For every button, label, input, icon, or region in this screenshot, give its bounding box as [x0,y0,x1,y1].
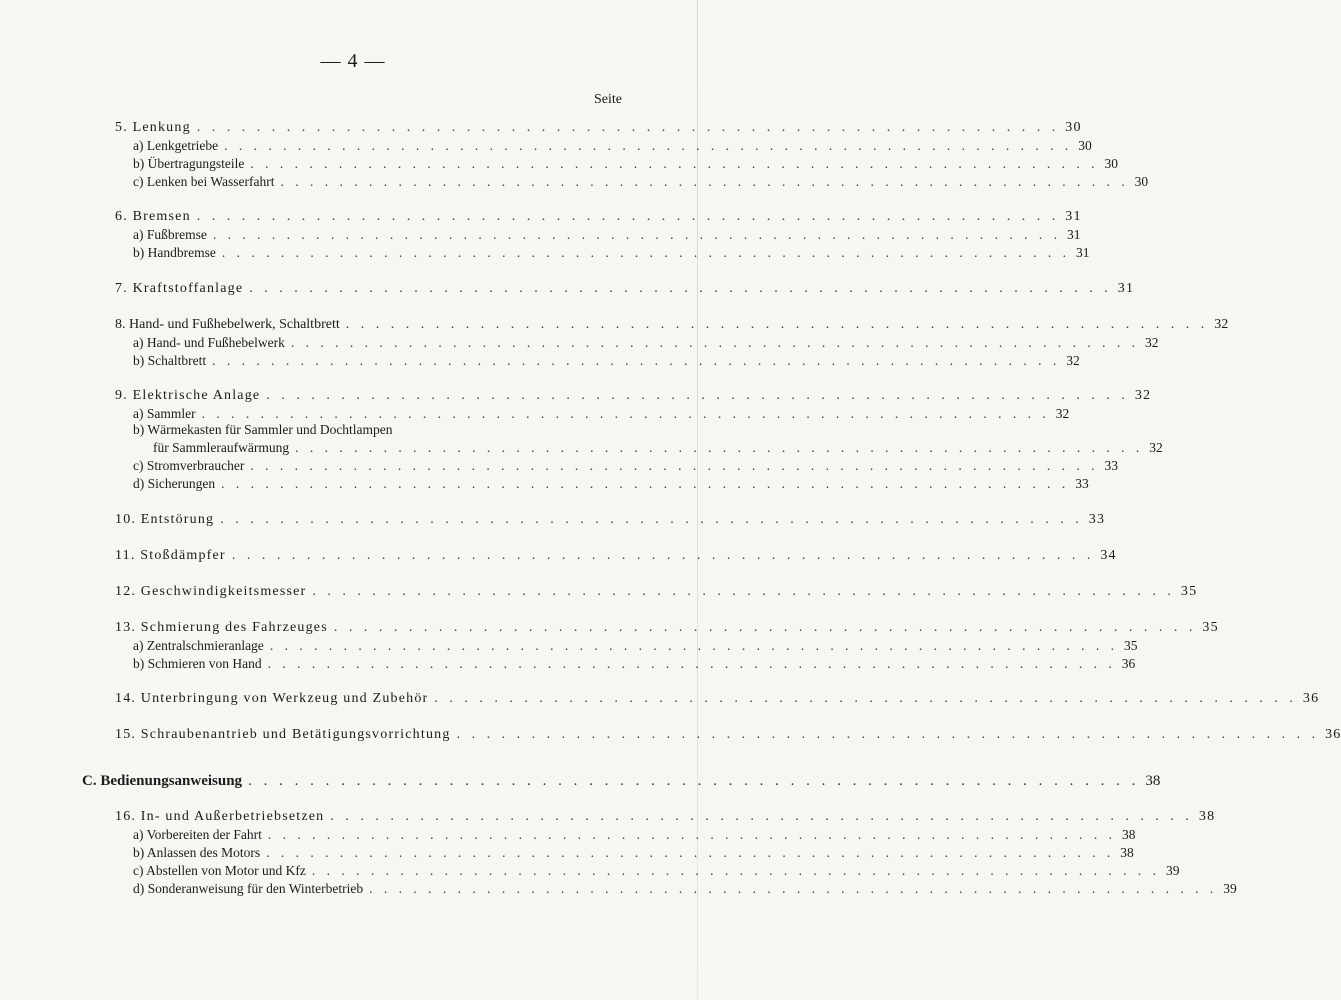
entry-title: 15. Schraubenantrieb und Betätigungsvorrichtung [115,727,451,742]
entry-title: C. Bedienungsanweisung [82,773,243,789]
entry-page: 32 [1149,440,1163,455]
entry-title: a) Lenkgetriebe [133,138,219,153]
page-column-label: Seite [594,92,622,107]
toc-entry-stossdaempfer[interactable] [115,546,1117,566]
toc-subentry-waermekasten[interactable]: b) Wärmekasten für Sammler und Dochtlampen [133,422,393,437]
entry-title: 9. Elektrische Anlage [115,388,261,403]
entry-page: 33 [1104,458,1118,473]
entry-title: b) Übertragungsteile [133,156,245,171]
leader-dots: . . . . . . . . . . . . . . . . . . . . . . . . . . . . . . . . . . . . . . . . . . . . . . . . . . . . . . . . . . [221,476,1070,491]
toc-entry-schraubenantrieb[interactable] [115,725,1341,745]
toc-entry-betriebsetzen[interactable] [115,807,1216,827]
entry-title: b) Anlassen des Motors [133,845,261,860]
entry-title: 10. Entstörung [115,512,215,527]
entry-page: 32 [1055,406,1070,421]
entry-title: 14. Unterbringung von Werkzeug und Zubehör [115,691,429,706]
leader-dots: . . . . . . . . . . . . . . . . . . . . . . . . . . . . . . . . . . . . . . . . . . . . . . . . . . . . . . . . . . [267,656,1116,671]
toc-subentry-abstellen[interactable] [133,861,1180,881]
entry-page: 36 [1325,727,1341,742]
leader-dots: . . . . . . . . . . . . . . . . . . . . . . . . . . . . . . . . . . . . . . . . . . . . . . . . . . . . . . . . . . [333,620,1197,635]
entry-title: 16. In- und Außerbetriebsetzen [115,809,325,824]
entry-title: 12. Geschwindigkeitsmesser [115,584,307,599]
leader-dots: . . . . . . . . . . . . . . . . . . . . . . . . . . . . . . . . . . . . . . . . . . . . . . . . . . . . . . . . . . [196,120,1060,135]
entry-title: 13. Schmierung des Fahrzeuges [115,620,328,635]
leader-dots: . . . . . . . . . . . . . . . . . . . . . . . . . . . . . . . . . . . . . . . . . . . . . . . . . . . . . . . . . . [248,773,1140,789]
leader-dots: . . . . . . . . . . . . . . . . . . . . . . . . . . . . . . . . . . . . . . . . . . . . . . . . . . . . . . . . . . [250,458,1099,473]
entry-page: 33 [1088,512,1106,527]
entry-page: 39 [1165,863,1180,878]
entry-title: c) Abstellen von Motor und Kfz [133,863,306,878]
toc-entry-geschwindigkeitsmesser[interactable] [115,582,1198,602]
leader-dots: . . . . . . . . . . . . . . . . . . . . . . . . . . . . . . . . . . . . . . . . . . . . . . . . . . . . . . . . . . [456,727,1320,742]
entry-page: 34 [1100,548,1117,563]
leader-dots: . . . . . . . . . . . . . . . . . . . . . . . . . . . . . . . . . . . . . . . . . . . . . . . . . . . . . . . . . . [267,827,1116,842]
leader-dots: . . . . . . . . . . . . . . . . . . . . . . . . . . . . . . . . . . . . . . . . . . . . . . . . . . . . . . . . . . [345,317,1209,332]
entry-title: d) Sonderanweisung für den Winterbetrieb [133,881,364,896]
entry-page: 35 [1123,638,1138,653]
toc-subentry-hand-fusshebelwerk[interactable] [133,333,1159,353]
leader-dots: . . . . . . . . . . . . . . . . . . . . . . . . . . . . . . . . . . . . . . . . . . . . . . . . . . . . . . . . . . [231,548,1095,563]
entry-title: 5. Lenkung [115,120,191,135]
leader-dots: . . . . . . . . . . . . . . . . . . . . . . . . . . . . . . . . . . . . . . . . . . . . . . . . . . . . . . . . . . [196,209,1060,224]
entry-title: a) Hand- und Fußhebelwerk [133,335,285,350]
toc-subentry-schmieren-von-hand[interactable] [133,654,1136,674]
entry-title: 11. Stoßdämpfer [115,548,226,563]
entry-page: 30 [1104,156,1118,171]
entry-title: für Sammleraufwärmung [153,440,290,455]
toc-entry-entstoerung[interactable] [115,510,1106,530]
toc-subentry-schaltbrett[interactable] [133,351,1080,371]
entry-page: 32 [1214,317,1229,332]
leader-dots: . . . . . . . . . . . . . . . . . . . . . . . . . . . . . . . . . . . . . . . . . . . . . . . . . . . . . . . . . . [312,584,1175,599]
leader-dots: . . . . . . . . . . . . . . . . . . . . . . . . . . . . . . . . . . . . . . . . . . . . . . . . . . . . . . . . . . [221,245,1070,260]
entry-page: 30 [1065,120,1082,135]
toc-entry-werkzeug-zubehoer[interactable] [115,689,1320,709]
toc-subentry-winterbetrieb[interactable] [133,879,1237,899]
entry-page: 35 [1180,584,1198,599]
toc-subentry-zentralschmieranlage[interactable] [133,636,1138,656]
leader-dots: . . . . . . . . . . . . . . . . . . . . . . . . . . . . . . . . . . . . . . . . . . . . . . . . . . . . . . . . . . [311,863,1160,878]
entry-title: 8. Hand- und Fußhebelwerk, Schaltbrett [115,317,340,332]
leader-dots: . . . . . . . . . . . . . . . . . . . . . . . . . . . . . . . . . . . . . . . . . . . . . . . . . . . . . . . . . . [212,353,1061,368]
entry-page: 31 [1065,209,1082,224]
entry-title: b) Handbremse [133,245,216,260]
leader-dots: . . . . . . . . . . . . . . . . . . . . . . . . . . . . . . . . . . . . . . . . . . . . . . . . . . . . . . . . . . [434,691,1297,706]
entry-title: a) Fußbremse [133,227,207,242]
entry-page: 39 [1223,881,1237,896]
leader-dots: . . . . . . . . . . . . . . . . . . . . . . . . . . . . . . . . . . . . . . . . . . . . . . . . . . . . . . . . . . [220,512,1083,527]
entry-page: 35 [1202,620,1219,635]
entry-page: 38 [1145,773,1161,789]
entry-title: a) Sammler [133,406,196,421]
entry-page: 38 [1121,827,1136,842]
leader-dots: . . . . . . . . . . . . . . . . . . . . . . . . . . . . . . . . . . . . . . . . . . . . . . . . . . . . . . . . . . [280,174,1129,189]
toc-entry-schmierung[interactable] [115,618,1219,638]
leader-dots: . . . . . . . . . . . . . . . . . . . . . . . . . . . . . . . . . . . . . . . . . . . . . . . . . . . . . . . . . . [295,440,1144,455]
leader-dots: . . . . . . . . . . . . . . . . . . . . . . . . . . . . . . . . . . . . . . . . . . . . . . . . . . . . . . . . . . [290,335,1139,350]
leader-dots: . . . . . . . . . . . . . . . . . . . . . . . . . . . . . . . . . . . . . . . . . . . . . . . . . . . . . . . . . . [330,809,1193,824]
toc-entry-hebelwerk[interactable] [115,315,1229,335]
toc-subentry-sammleraufwaermung[interactable] [153,438,1163,458]
leader-dots: . . . . . . . . . . . . . . . . . . . . . . . . . . . . . . . . . . . . . . . . . . . . . . . . . . . . . . . . . . [201,406,1050,421]
entry-title: 6. Bremsen [115,209,191,224]
toc-entry-lenkung[interactable] [115,118,1082,138]
entry-page: 38 [1120,845,1134,860]
entry-title: c) Lenken bei Wasserfahrt [133,174,275,189]
leader-dots: . . . . . . . . . . . . . . . . . . . . . . . . . . . . . . . . . . . . . . . . . . . . . . . . . . . . . . . . . . [250,156,1099,171]
toc-subentry-sicherungen[interactable] [133,474,1089,494]
entry-page: 31 [1117,281,1135,296]
toc-subentry-stromverbraucher[interactable] [133,456,1118,476]
leader-dots: . . . . . . . . . . . . . . . . . . . . . . . . . . . . . . . . . . . . . . . . . . . . . . . . . . . . . . . . . . [369,881,1218,896]
toc-subentry-wasserfahrt[interactable] [133,172,1149,192]
entry-page: 38 [1198,809,1216,824]
entry-page: 30 [1078,138,1092,153]
toc-subentry-fussbremse[interactable] [133,225,1081,245]
toc-subentry-lenkgetriebe[interactable] [133,136,1092,156]
entry-title: c) Stromverbraucher [133,458,245,473]
entry-title: a) Vorbereiten der Fahrt [133,827,262,842]
toc-entry-kraftstoffanlage[interactable] [115,279,1135,299]
toc-subentry-uebertragungsteile[interactable] [133,154,1118,174]
entry-title: d) Sicherungen [133,476,216,491]
toc-section-bedienungsanweisung[interactable] [82,771,1161,791]
entry-page: 32 [1134,388,1152,403]
entry-page: 32 [1066,353,1080,368]
entry-title: b) Schmieren von Hand [133,656,262,671]
leader-dots: . . . . . . . . . . . . . . . . . . . . . . . . . . . . . . . . . . . . . . . . . . . . . . . . . . . . . . . . . . [224,138,1073,153]
entry-page: 33 [1075,476,1089,491]
entry-title: 7. Kraftstoffanlage [115,281,244,296]
leader-dots: . . . . . . . . . . . . . . . . . . . . . . . . . . . . . . . . . . . . . . . . . . . . . . . . . . . . . . . . . . [249,281,1112,296]
entry-page: 32 [1144,335,1159,350]
page-number: — 4 — [320,50,386,72]
toc-entry-elektrische-anlage[interactable] [115,386,1152,406]
entry-page: 31 [1066,227,1081,242]
entry-page: 36 [1121,656,1136,671]
entry-page: 31 [1075,245,1090,260]
toc-entry-bremsen[interactable] [115,207,1082,227]
toc-subentry-handbremse[interactable] [133,243,1090,263]
entry-page: 30 [1134,174,1149,189]
entry-title: a) Zentralschmieranlage [133,638,264,653]
toc-subentry-anlassen[interactable] [133,843,1134,863]
leader-dots: . . . . . . . . . . . . . . . . . . . . . . . . . . . . . . . . . . . . . . . . . . . . . . . . . . . . . . . . . . [212,227,1061,242]
entry-title: b) Schaltbrett [133,353,207,368]
toc-subentry-vorbereiten[interactable] [133,825,1136,845]
leader-dots: . . . . . . . . . . . . . . . . . . . . . . . . . . . . . . . . . . . . . . . . . . . . . . . . . . . . . . . . . . [266,388,1129,403]
leader-dots: . . . . . . . . . . . . . . . . . . . . . . . . . . . . . . . . . . . . . . . . . . . . . . . . . . . . . . . . . . [266,845,1115,860]
leader-dots: . . . . . . . . . . . . . . . . . . . . . . . . . . . . . . . . . . . . . . . . . . . . . . . . . . . . . . . . . . [269,638,1118,653]
entry-page: 36 [1302,691,1320,706]
